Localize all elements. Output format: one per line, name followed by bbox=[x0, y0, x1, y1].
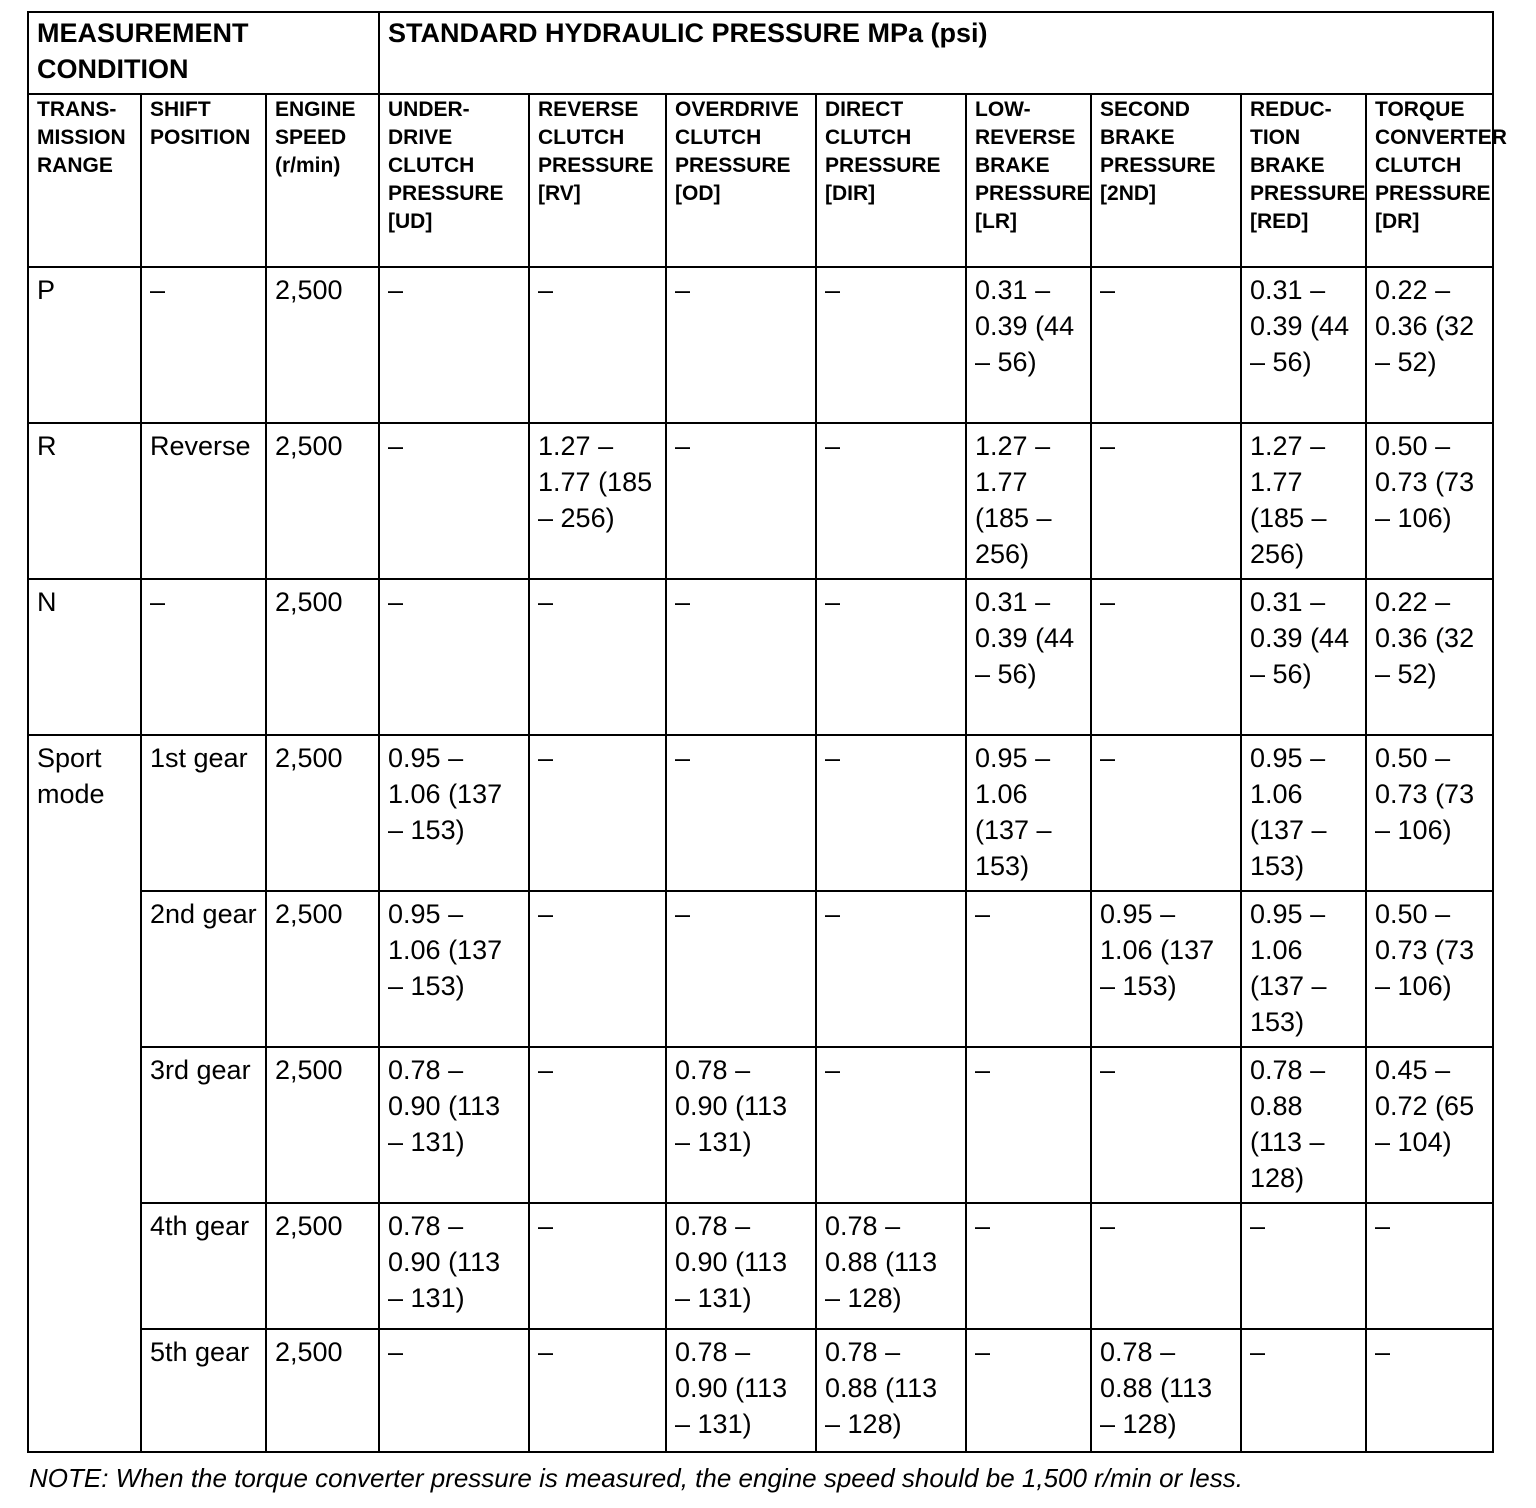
cell-range: P bbox=[28, 267, 141, 423]
cell-2nd: – bbox=[1091, 735, 1241, 891]
cell-shift: – bbox=[141, 267, 266, 423]
table-row-sport-1st bbox=[28, 735, 1493, 891]
cell-speed: 2,500 bbox=[266, 1047, 379, 1203]
cell-dir: 0.78 – 0.88 (113 – 128) bbox=[816, 1329, 966, 1452]
cell-dir: 0.78 – 0.88 (113 – 128) bbox=[816, 1203, 966, 1329]
cell-lr: 1.27 – 1.77 (185 – 256) bbox=[966, 423, 1091, 579]
cell-speed: 2,500 bbox=[266, 1329, 379, 1452]
cell-red: 1.27 – 1.77 (185 – 256) bbox=[1241, 423, 1366, 579]
cell-2nd: – bbox=[1091, 1047, 1241, 1203]
cell-lr: – bbox=[966, 891, 1091, 1047]
table-row-p bbox=[28, 267, 1493, 423]
cell-lr: – bbox=[966, 1329, 1091, 1452]
col-header-range: TRANS-MISSION RANGE bbox=[28, 94, 141, 267]
col-header-ud: UNDER-DRIVE CLUTCH PRESSURE [UD] bbox=[379, 94, 529, 267]
cell-red: 0.78 – 0.88 (113 – 128) bbox=[1241, 1047, 1366, 1203]
cell-od: – bbox=[666, 891, 816, 1047]
cell-rv: – bbox=[529, 735, 666, 891]
cell-2nd: 0.78 – 0.88 (113 – 128) bbox=[1091, 1329, 1241, 1452]
table-row-sport-3rd bbox=[28, 1047, 1493, 1203]
cell-red: – bbox=[1241, 1203, 1366, 1329]
cell-red: 0.95 – 1.06 (137 – 153) bbox=[1241, 891, 1366, 1047]
footnote: NOTE: When the torque converter pressure is measured, the engine speed should be 1,500 r/min or less. bbox=[29, 1463, 1243, 1493]
cell-shift: 4th gear bbox=[141, 1203, 266, 1329]
cell-dr: 0.22 – 0.36 (32 – 52) bbox=[1366, 579, 1493, 735]
cell-rv: – bbox=[529, 579, 666, 735]
cell-red: 0.31 – 0.39 (44 – 56) bbox=[1241, 579, 1366, 735]
cell-od: 0.78 – 0.90 (113 – 131) bbox=[666, 1047, 816, 1203]
cell-lr: – bbox=[966, 1203, 1091, 1329]
table-row-sport-5th bbox=[28, 1329, 1493, 1452]
cell-range: N bbox=[28, 579, 141, 735]
cell-red: 0.95 – 1.06 (137 – 153) bbox=[1241, 735, 1366, 891]
cell-lr: 0.31 – 0.39 (44 – 56) bbox=[966, 267, 1091, 423]
cell-od: – bbox=[666, 423, 816, 579]
cell-red: 0.31 – 0.39 (44 – 56) bbox=[1241, 267, 1366, 423]
cell-shift: 1st gear bbox=[141, 735, 266, 891]
cell-lr: 0.95 – 1.06 (137 – 153) bbox=[966, 735, 1091, 891]
cell-dir: – bbox=[816, 267, 966, 423]
cell-shift: 3rd gear bbox=[141, 1047, 266, 1203]
table-row-n bbox=[28, 579, 1493, 735]
cell-ud: 0.95 – 1.06 (137 – 153) bbox=[379, 735, 529, 891]
col-header-red: REDUC-TION BRAKE PRESSURE [RED] bbox=[1241, 94, 1366, 267]
cell-dir: – bbox=[816, 579, 966, 735]
cell-od: – bbox=[666, 267, 816, 423]
cell-ud: – bbox=[379, 579, 529, 735]
cell-rv: – bbox=[529, 1047, 666, 1203]
cell-od: 0.78 – 0.90 (113 – 131) bbox=[666, 1203, 816, 1329]
cell-dr: 0.50 – 0.73 (73 – 106) bbox=[1366, 735, 1493, 891]
col-header-2nd: SECOND BRAKE PRESSURE [2ND] bbox=[1091, 94, 1241, 267]
cell-od: – bbox=[666, 735, 816, 891]
cell-range-sport-mode: Sport mode bbox=[28, 735, 141, 1452]
cell-speed: 2,500 bbox=[266, 891, 379, 1047]
col-header-shift: SHIFT POSITION bbox=[141, 94, 266, 267]
cell-dr: 0.22 – 0.36 (32 – 52) bbox=[1366, 267, 1493, 423]
cell-rv: – bbox=[529, 891, 666, 1047]
table-row-sport-2nd bbox=[28, 891, 1493, 1047]
cell-ud: – bbox=[379, 267, 529, 423]
col-header-dir: DIRECT CLUTCH PRESSURE [DIR] bbox=[816, 94, 966, 267]
col-header-rv: REVERSE CLUTCH PRESSURE [RV] bbox=[529, 94, 666, 267]
cell-speed: 2,500 bbox=[266, 1203, 379, 1329]
header-row-top bbox=[28, 12, 1493, 94]
cell-2nd: – bbox=[1091, 267, 1241, 423]
cell-ud: 0.95 – 1.06 (137 – 153) bbox=[379, 891, 529, 1047]
cell-speed: 2,500 bbox=[266, 579, 379, 735]
cell-dr: 0.50 – 0.73 (73 – 106) bbox=[1366, 423, 1493, 579]
cell-rv: – bbox=[529, 1329, 666, 1452]
cell-dr: – bbox=[1366, 1203, 1493, 1329]
cell-2nd: – bbox=[1091, 579, 1241, 735]
cell-dr: 0.50 – 0.73 (73 – 106) bbox=[1366, 891, 1493, 1047]
cell-rv: – bbox=[529, 1203, 666, 1329]
cell-range: R bbox=[28, 423, 141, 579]
cell-lr: 0.31 – 0.39 (44 – 56) bbox=[966, 579, 1091, 735]
table-row-r bbox=[28, 423, 1493, 579]
cell-shift: 2nd gear bbox=[141, 891, 266, 1047]
cell-dir: – bbox=[816, 423, 966, 579]
col-header-lr: LOW-REVERSE BRAKE PRESSURE [LR] bbox=[966, 94, 1091, 267]
cell-dr: – bbox=[1366, 1329, 1493, 1452]
cell-ud: – bbox=[379, 1329, 529, 1452]
cell-rv: – bbox=[529, 267, 666, 423]
cell-dir: – bbox=[816, 1047, 966, 1203]
cell-red: – bbox=[1241, 1329, 1366, 1452]
col-header-speed: ENGINE SPEED (r/min) bbox=[266, 94, 379, 267]
cell-ud: – bbox=[379, 423, 529, 579]
table-row-sport-4th bbox=[28, 1203, 1493, 1329]
cell-od: – bbox=[666, 579, 816, 735]
col-header-od: OVERDRIVE CLUTCH PRESSURE [OD] bbox=[666, 94, 816, 267]
cell-dr: 0.45 – 0.72 (65 – 104) bbox=[1366, 1047, 1493, 1203]
hydraulic-pressure-table bbox=[27, 11, 1507, 1453]
standard-pressure-header: STANDARD HYDRAULIC PRESSURE MPa (psi) bbox=[379, 12, 1493, 94]
cell-speed: 2,500 bbox=[266, 423, 379, 579]
cell-2nd: – bbox=[1091, 1203, 1241, 1329]
cell-dir: – bbox=[816, 891, 966, 1047]
cell-rv: 1.27 – 1.77 (185 – 256) bbox=[529, 423, 666, 579]
cell-speed: 2,500 bbox=[266, 267, 379, 423]
cell-shift: – bbox=[141, 579, 266, 735]
cell-ud: 0.78 – 0.90 (113 – 131) bbox=[379, 1203, 529, 1329]
cell-od: 0.78 – 0.90 (113 – 131) bbox=[666, 1329, 816, 1452]
cell-shift: 5th gear bbox=[141, 1329, 266, 1452]
cell-2nd: 0.95 – 1.06 (137 – 153) bbox=[1091, 891, 1241, 1047]
cell-dir: – bbox=[816, 735, 966, 891]
col-header-dr: TORQUE CONVERTER CLUTCH PRESSURE [DR] bbox=[1366, 94, 1493, 267]
cell-2nd: – bbox=[1091, 423, 1241, 579]
cell-speed: 2,500 bbox=[266, 735, 379, 891]
cell-shift: Reverse bbox=[141, 423, 266, 579]
measurement-condition-header: MEASUREMENT CONDITION bbox=[28, 12, 379, 94]
cell-ud: 0.78 – 0.90 (113 – 131) bbox=[379, 1047, 529, 1203]
header-row-columns bbox=[28, 94, 1493, 267]
cell-lr: – bbox=[966, 1047, 1091, 1203]
